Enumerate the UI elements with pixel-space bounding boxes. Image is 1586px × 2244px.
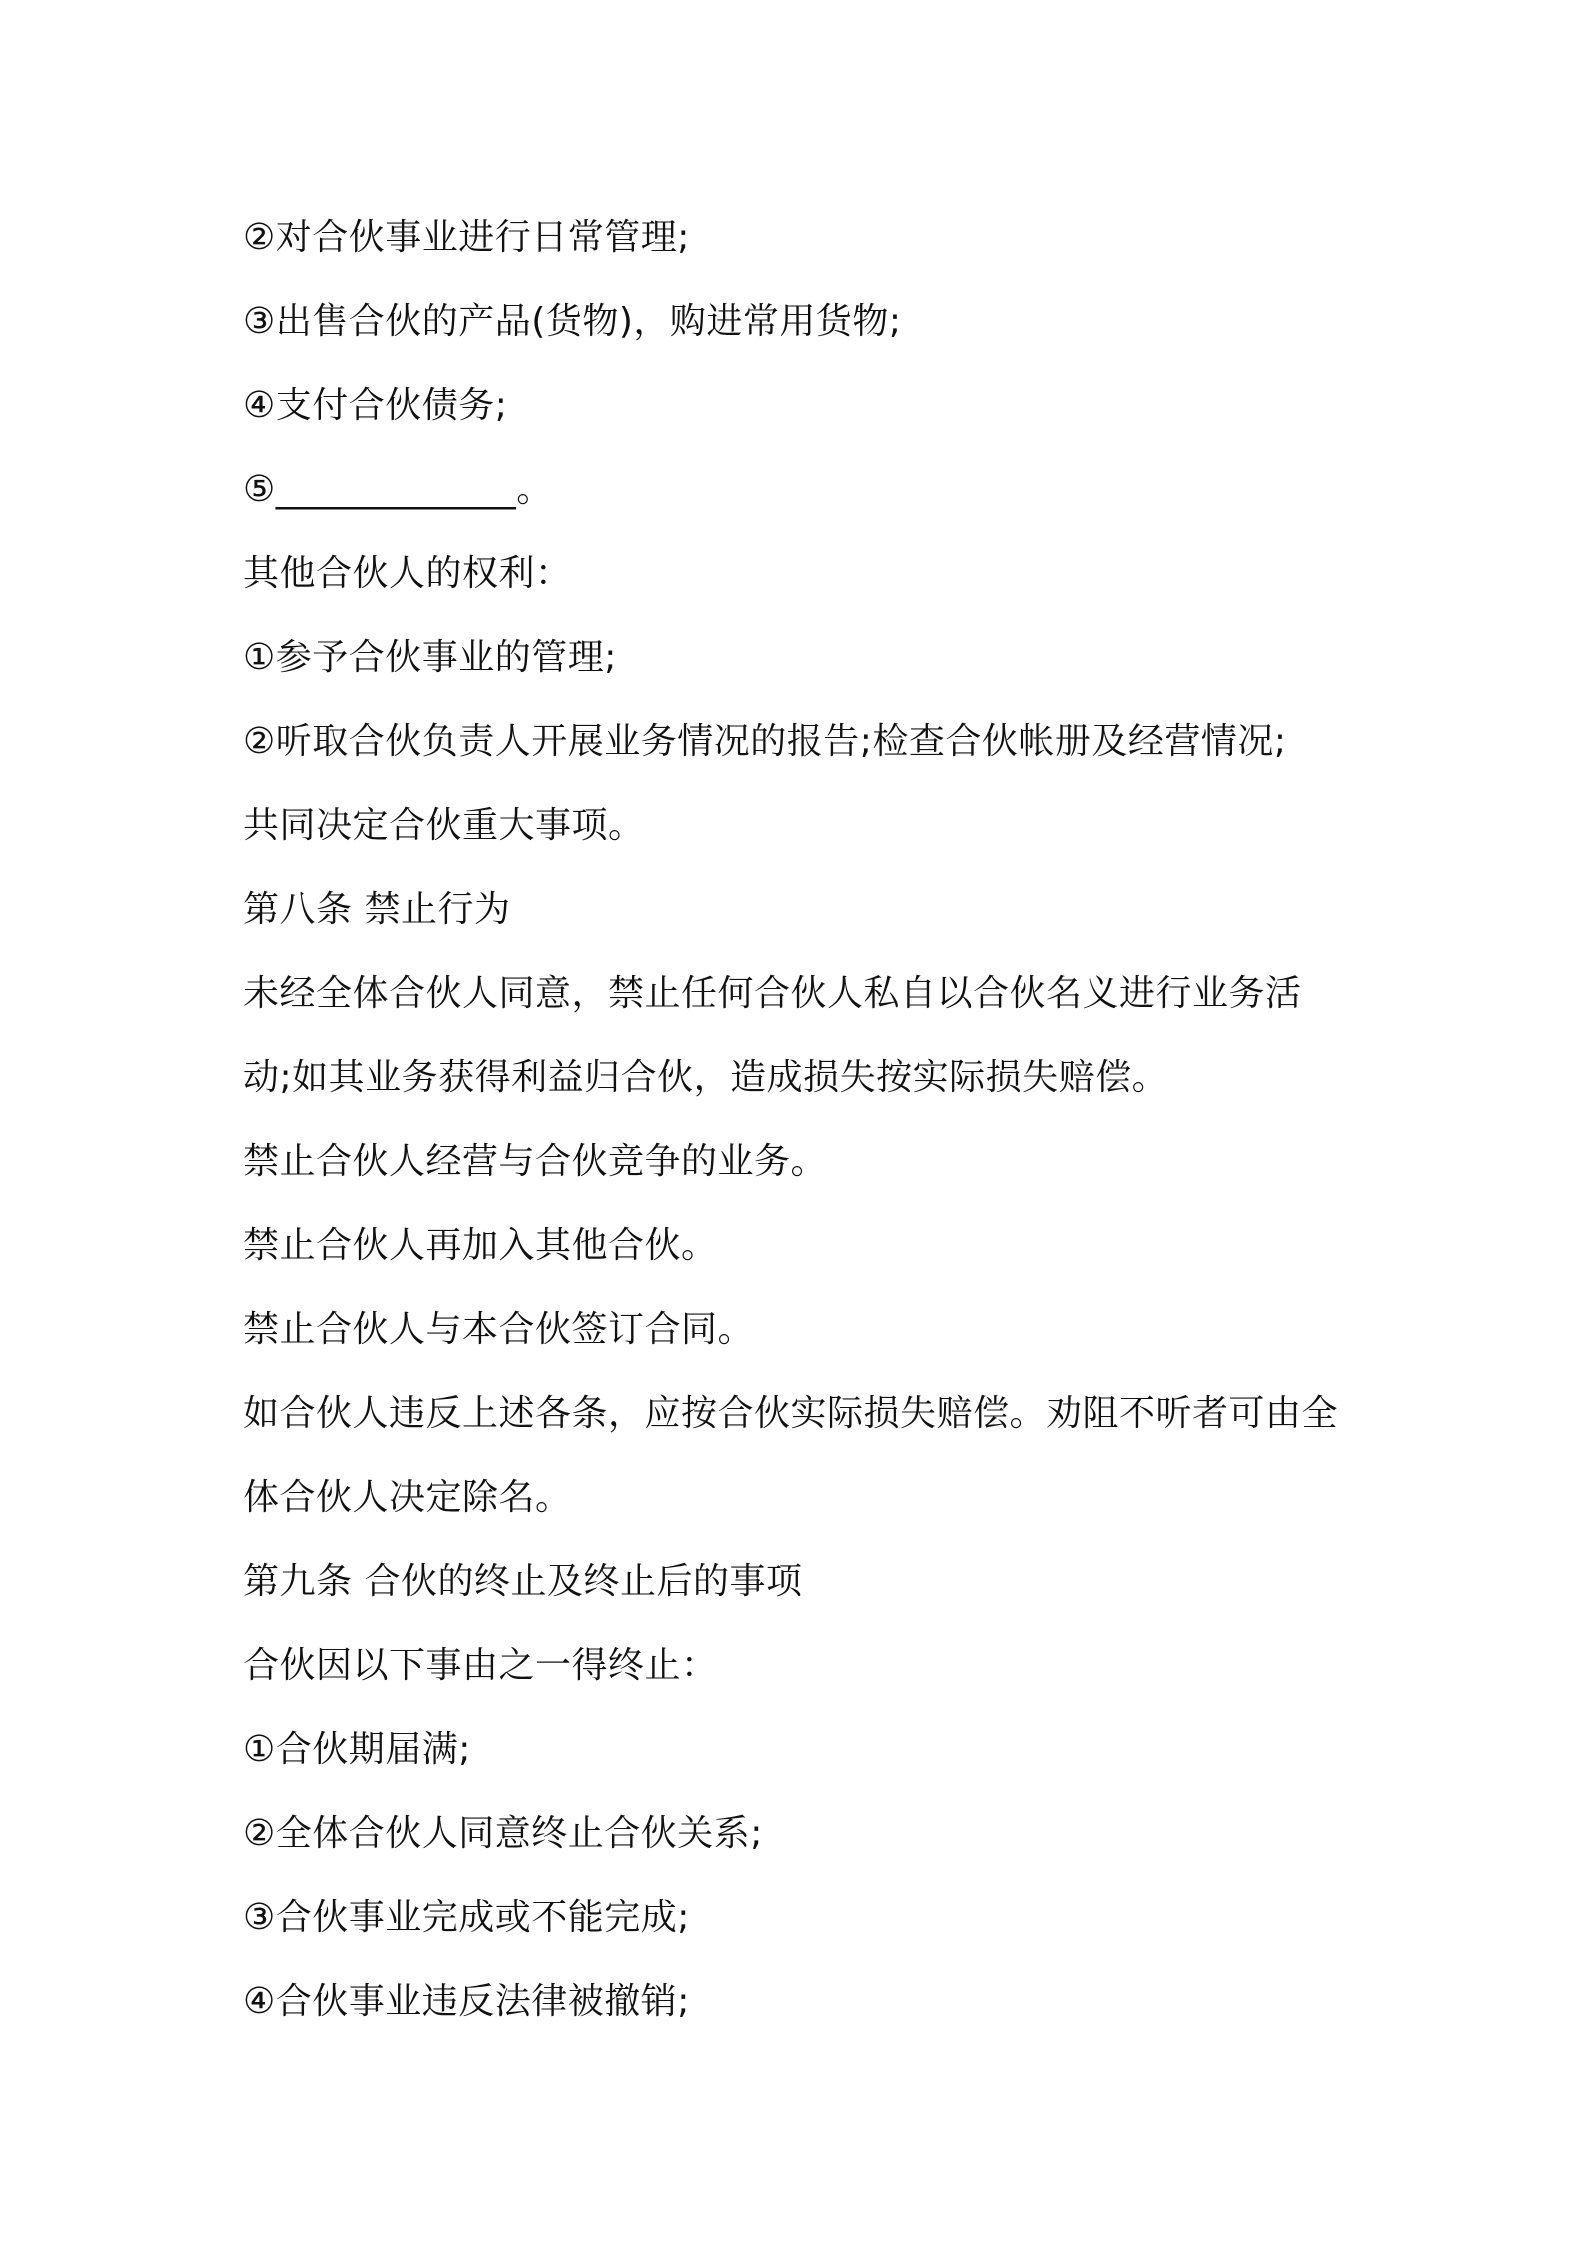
text-line: 体合伙人决定除名。 [243,1477,572,1518]
text-line: 未经全体合伙人同意，禁止任何合伙人私自以合伙名义进行业务活 [243,973,1302,1014]
article-heading: 第九条 合伙的终止及终止后的事项 [243,1561,803,1602]
text-line: 合伙因以下事由之一得终止： [243,1645,718,1686]
text-line: ④支付合伙债务; [243,385,508,426]
text-line: ③合伙事业完成或不能完成; [243,1897,690,1938]
text-line: ①参予合伙事业的管理; [243,637,617,678]
text-line: ②听取合伙负责人开展业务情况的报告;检查合伙帐册及经营情况; [243,721,1287,762]
text-line: ④合伙事业违反法律被撤销; [243,1981,690,2022]
text-line: 禁止合伙人与本合伙签订合同。 [243,1309,755,1350]
text-line: 其他合伙人的权利： [243,553,572,594]
fill-in-blank-line: ⑤_____________。 [243,469,553,510]
text-line: 禁止合伙人经营与合伙竞争的业务。 [243,1141,828,1182]
text-line: ②全体合伙人同意终止合伙关系; [243,1813,763,1854]
text-line: 共同决定合伙重大事项。 [243,805,645,846]
document-body [243,196,1373,2044]
text-line: 动;如其业务获得利益归合伙，造成损失按实际损失赔偿。 [243,1057,1169,1098]
article-heading: 第八条 禁止行为 [243,889,511,930]
text-line: ③出售合伙的产品(货物)，购进常用货物; [243,301,902,342]
text-line: ①合伙期届满; [243,1729,471,1770]
text-line: 如合伙人违反上述各条，应按合伙实际损失赔偿。劝阻不听者可由全 [243,1393,1339,1434]
text-line: 禁止合伙人再加入其他合伙。 [243,1225,718,1266]
text-line: ②对合伙事业进行日常管理; [243,217,690,258]
